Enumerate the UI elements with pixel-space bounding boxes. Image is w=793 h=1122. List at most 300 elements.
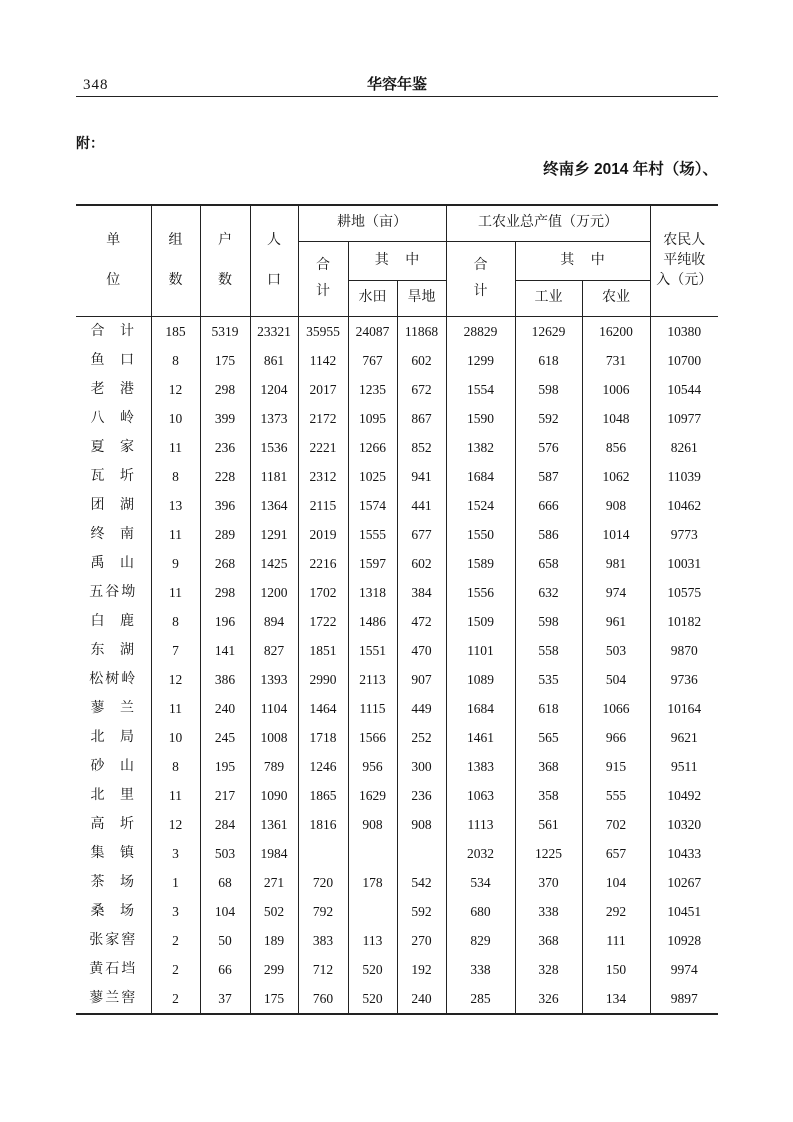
- cell-income: 10928: [650, 926, 718, 955]
- cell-groups: 11: [151, 694, 200, 723]
- cell-dry-land: 592: [397, 897, 446, 926]
- cell-farmland-total: 1722: [298, 607, 348, 636]
- cell-output-total: 1550: [446, 520, 515, 549]
- cell-agriculture: 731: [582, 346, 650, 375]
- cell-paddy: 908: [348, 810, 397, 839]
- cell-groups: 11: [151, 781, 200, 810]
- table-row: [76, 665, 718, 694]
- column-header-farmland-of-which: 其 中: [348, 241, 446, 280]
- cell-agriculture: 503: [582, 636, 650, 665]
- column-header-output: 工农业总产值（万元）: [446, 205, 650, 241]
- cell-unit: 鱼 口: [90, 352, 136, 368]
- column-header-agriculture: 农业: [582, 280, 650, 316]
- cell-agriculture: 1048: [582, 404, 650, 433]
- column-header-output-total-label: 合计: [473, 257, 488, 299]
- cell-agriculture: 915: [582, 752, 650, 781]
- appendix-label: 附：: [76, 135, 104, 151]
- table-row: [76, 404, 718, 433]
- cell-groups: 10: [151, 723, 200, 752]
- cell-dry-land: 472: [397, 607, 446, 636]
- cell-agriculture: 657: [582, 839, 650, 868]
- cell-output-total: 1299: [446, 346, 515, 375]
- column-header-groups-label: 组数: [168, 232, 183, 288]
- cell-groups: 2: [151, 984, 200, 1014]
- cell-population: 1090: [250, 781, 298, 810]
- cell-population: 271: [250, 868, 298, 897]
- cell-agriculture: 961: [582, 607, 650, 636]
- cell-agriculture: 16200: [582, 316, 650, 346]
- cell-industry: 326: [515, 984, 582, 1014]
- cell-agriculture: 1014: [582, 520, 650, 549]
- cell-households: 195: [200, 752, 250, 781]
- cell-output-total: 1461: [446, 723, 515, 752]
- cell-paddy: 1235: [348, 375, 397, 404]
- cell-unit: 集 镇: [90, 845, 136, 861]
- table-row: [76, 781, 718, 810]
- cell-unit: 瓦 圻: [90, 468, 136, 484]
- cell-households: 240: [200, 694, 250, 723]
- cell-dry-land: 441: [397, 491, 446, 520]
- cell-dry-land: 270: [397, 926, 446, 955]
- cell-output-total: 1590: [446, 404, 515, 433]
- cell-paddy: 1555: [348, 520, 397, 549]
- cell-income: 10182: [650, 607, 718, 636]
- cell-industry: 368: [515, 926, 582, 955]
- cell-agriculture: 856: [582, 433, 650, 462]
- cell-groups: 8: [151, 346, 200, 375]
- cell-households: 268: [200, 549, 250, 578]
- cell-unit: 张家窖: [89, 932, 138, 948]
- table-row: [76, 375, 718, 404]
- cell-output-total: 1554: [446, 375, 515, 404]
- cell-households: 228: [200, 462, 250, 491]
- table-row: [76, 491, 718, 520]
- cell-output-total: 1382: [446, 433, 515, 462]
- cell-industry: 338: [515, 897, 582, 926]
- cell-industry: 558: [515, 636, 582, 665]
- table-row: [76, 316, 718, 346]
- table-row: [76, 984, 718, 1014]
- cell-farmland-total: 1246: [298, 752, 348, 781]
- table-body: [76, 316, 718, 1014]
- cell-farmland-total: 1851: [298, 636, 348, 665]
- column-header-population-label: 人口: [266, 232, 281, 288]
- cell-paddy: 1025: [348, 462, 397, 491]
- header-rule: [76, 96, 718, 97]
- cell-income: 10320: [650, 810, 718, 839]
- cell-industry: 370: [515, 868, 582, 897]
- column-header-income: [650, 205, 718, 316]
- cell-output-total: 534: [446, 868, 515, 897]
- cell-income: 10977: [650, 404, 718, 433]
- cell-groups: 3: [151, 839, 200, 868]
- cell-population: 1393: [250, 665, 298, 694]
- cell-agriculture: 292: [582, 897, 650, 926]
- cell-paddy: 1574: [348, 491, 397, 520]
- column-header-farmland-total: [298, 241, 348, 316]
- cell-population: 1984: [250, 839, 298, 868]
- cell-unit: 八 岭: [90, 410, 136, 426]
- cell-population: 189: [250, 926, 298, 955]
- cell-industry: 12629: [515, 316, 582, 346]
- cell-paddy: 1597: [348, 549, 397, 578]
- column-header-households: [200, 205, 250, 316]
- cell-dry-land: [397, 839, 446, 868]
- table-row: [76, 520, 718, 549]
- cell-industry: 618: [515, 346, 582, 375]
- cell-dry-land: 192: [397, 955, 446, 984]
- book-title: 华容年鉴: [366, 76, 427, 93]
- cell-agriculture: 702: [582, 810, 650, 839]
- cell-unit: 蓼兰窖: [89, 990, 138, 1006]
- cell-industry: 598: [515, 375, 582, 404]
- cell-dry-land: 677: [397, 520, 446, 549]
- cell-unit: 茶 场: [90, 874, 136, 890]
- cell-farmland-total: 1816: [298, 810, 348, 839]
- cell-groups: 8: [151, 462, 200, 491]
- column-header-farmland: 耕地（亩）: [298, 205, 446, 241]
- cell-agriculture: 134: [582, 984, 650, 1014]
- cell-paddy: 2113: [348, 665, 397, 694]
- cell-unit: 砂 山: [90, 758, 136, 774]
- cell-output-total: 1383: [446, 752, 515, 781]
- table-row: [76, 839, 718, 868]
- cell-unit: 北 局: [90, 729, 136, 745]
- table-row: [76, 926, 718, 955]
- cell-dry-land: 672: [397, 375, 446, 404]
- cell-population: 789: [250, 752, 298, 781]
- cell-groups: 13: [151, 491, 200, 520]
- table-row: [76, 810, 718, 839]
- cell-industry: 576: [515, 433, 582, 462]
- cell-farmland-total: 2221: [298, 433, 348, 462]
- cell-paddy: 520: [348, 955, 397, 984]
- column-header-output-of-which: 其 中: [515, 241, 650, 280]
- cell-industry: 535: [515, 665, 582, 694]
- cell-output-total: 1684: [446, 694, 515, 723]
- cell-dry-land: 300: [397, 752, 446, 781]
- cell-income: 9897: [650, 984, 718, 1014]
- cell-output-total: 680: [446, 897, 515, 926]
- income-header-line-3: 入（元）: [656, 272, 713, 288]
- cell-income: 9773: [650, 520, 718, 549]
- column-header-dry-land: 旱地: [397, 280, 446, 316]
- cell-paddy: 24087: [348, 316, 397, 346]
- cell-income: 10575: [650, 578, 718, 607]
- cell-households: 217: [200, 781, 250, 810]
- cell-income: 10544: [650, 375, 718, 404]
- cell-unit: 五谷坳: [89, 584, 138, 600]
- cell-output-total: 1509: [446, 607, 515, 636]
- cell-groups: 1: [151, 868, 200, 897]
- cell-households: 386: [200, 665, 250, 694]
- cell-income: 10433: [650, 839, 718, 868]
- cell-population: 1104: [250, 694, 298, 723]
- cell-households: 175: [200, 346, 250, 375]
- cell-output-total: 1113: [446, 810, 515, 839]
- column-header-industry: 工业: [515, 280, 582, 316]
- table-row: [76, 723, 718, 752]
- cell-population: 1425: [250, 549, 298, 578]
- cell-households: 298: [200, 578, 250, 607]
- cell-households: 5319: [200, 316, 250, 346]
- cell-industry: 587: [515, 462, 582, 491]
- cell-income: 9621: [650, 723, 718, 752]
- cell-groups: 8: [151, 752, 200, 781]
- cell-dry-land: 602: [397, 549, 446, 578]
- cell-groups: 12: [151, 375, 200, 404]
- cell-households: 37: [200, 984, 250, 1014]
- cell-industry: 586: [515, 520, 582, 549]
- cell-paddy: 520: [348, 984, 397, 1014]
- cell-dry-land: 240: [397, 984, 446, 1014]
- cell-groups: 12: [151, 810, 200, 839]
- cell-groups: 11: [151, 520, 200, 549]
- cell-unit: 东 湖: [90, 642, 136, 658]
- cell-farmland-total: 2017: [298, 375, 348, 404]
- cell-groups: 11: [151, 578, 200, 607]
- cell-farmland-total: [298, 839, 348, 868]
- cell-industry: 358: [515, 781, 582, 810]
- cell-industry: 618: [515, 694, 582, 723]
- cell-industry: 598: [515, 607, 582, 636]
- cell-households: 245: [200, 723, 250, 752]
- cell-agriculture: 555: [582, 781, 650, 810]
- cell-industry: 592: [515, 404, 582, 433]
- table-title: 终南乡 2014 年村（场）、: [543, 161, 718, 178]
- cell-groups: 2: [151, 926, 200, 955]
- cell-unit: 桑 场: [90, 903, 136, 919]
- cell-farmland-total: 2115: [298, 491, 348, 520]
- cell-unit: 老 港: [90, 381, 136, 397]
- cell-households: 66: [200, 955, 250, 984]
- cell-farmland-total: 2172: [298, 404, 348, 433]
- cell-agriculture: 150: [582, 955, 650, 984]
- cell-households: 68: [200, 868, 250, 897]
- header-row-1: [76, 205, 718, 241]
- cell-paddy: 956: [348, 752, 397, 781]
- table-row: [76, 549, 718, 578]
- cell-agriculture: 111: [582, 926, 650, 955]
- cell-farmland-total: 1718: [298, 723, 348, 752]
- cell-dry-land: 867: [397, 404, 446, 433]
- cell-agriculture: 104: [582, 868, 650, 897]
- cell-farmland-total: 712: [298, 955, 348, 984]
- cell-households: 196: [200, 607, 250, 636]
- cell-groups: 12: [151, 665, 200, 694]
- cell-population: 502: [250, 897, 298, 926]
- cell-paddy: 1551: [348, 636, 397, 665]
- cell-income: 10700: [650, 346, 718, 375]
- cell-industry: 368: [515, 752, 582, 781]
- cell-population: 1291: [250, 520, 298, 549]
- cell-income: 9870: [650, 636, 718, 665]
- cell-groups: 2: [151, 955, 200, 984]
- cell-paddy: 1629: [348, 781, 397, 810]
- cell-industry: 666: [515, 491, 582, 520]
- cell-dry-land: 449: [397, 694, 446, 723]
- cell-farmland-total: 2019: [298, 520, 348, 549]
- cell-dry-land: 11868: [397, 316, 446, 346]
- cell-households: 399: [200, 404, 250, 433]
- cell-industry: 328: [515, 955, 582, 984]
- cell-population: 1373: [250, 404, 298, 433]
- cell-population: 175: [250, 984, 298, 1014]
- cell-paddy: 113: [348, 926, 397, 955]
- cell-agriculture: 504: [582, 665, 650, 694]
- cell-income: 10031: [650, 549, 718, 578]
- cell-population: 1361: [250, 810, 298, 839]
- cell-dry-land: 542: [397, 868, 446, 897]
- cell-population: 1536: [250, 433, 298, 462]
- column-header-households-label: 户数: [217, 232, 232, 288]
- cell-income: 10462: [650, 491, 718, 520]
- cell-income: 10380: [650, 316, 718, 346]
- table-row: [76, 607, 718, 636]
- cell-population: 1181: [250, 462, 298, 491]
- cell-population: 1204: [250, 375, 298, 404]
- cell-paddy: 1115: [348, 694, 397, 723]
- cell-dry-land: 252: [397, 723, 446, 752]
- table-row: [76, 752, 718, 781]
- cell-unit: 北 里: [90, 787, 136, 803]
- cell-households: 284: [200, 810, 250, 839]
- cell-groups: 9: [151, 549, 200, 578]
- cell-households: 141: [200, 636, 250, 665]
- cell-output-total: 1063: [446, 781, 515, 810]
- column-header-unit-label: 单位: [106, 232, 121, 288]
- cell-dry-land: 941: [397, 462, 446, 491]
- cell-unit: 白 鹿: [90, 613, 136, 629]
- table-row: [76, 868, 718, 897]
- cell-population: 1364: [250, 491, 298, 520]
- cell-output-total: 285: [446, 984, 515, 1014]
- cell-population: 23321: [250, 316, 298, 346]
- cell-income: 10164: [650, 694, 718, 723]
- cell-households: 289: [200, 520, 250, 549]
- table-row: [76, 636, 718, 665]
- cell-agriculture: 966: [582, 723, 650, 752]
- cell-households: 503: [200, 839, 250, 868]
- cell-income: 9974: [650, 955, 718, 984]
- cell-agriculture: 974: [582, 578, 650, 607]
- cell-paddy: 1566: [348, 723, 397, 752]
- cell-dry-land: 907: [397, 665, 446, 694]
- cell-income: 9511: [650, 752, 718, 781]
- cell-dry-land: 236: [397, 781, 446, 810]
- cell-industry: 565: [515, 723, 582, 752]
- cell-output-total: 1684: [446, 462, 515, 491]
- column-header-farmland-total-label: 合计: [315, 257, 330, 299]
- cell-dry-land: 908: [397, 810, 446, 839]
- village-statistics-table: [76, 204, 718, 1015]
- cell-groups: 10: [151, 404, 200, 433]
- cell-paddy: 1486: [348, 607, 397, 636]
- cell-population: 1200: [250, 578, 298, 607]
- column-header-paddy: 水田: [348, 280, 397, 316]
- cell-unit: 黄石垱: [89, 961, 138, 977]
- cell-farmland-total: 1464: [298, 694, 348, 723]
- table-header: [76, 205, 718, 316]
- cell-population: 299: [250, 955, 298, 984]
- cell-income: 9736: [650, 665, 718, 694]
- cell-income: 11039: [650, 462, 718, 491]
- cell-farmland-total: 383: [298, 926, 348, 955]
- cell-agriculture: 1062: [582, 462, 650, 491]
- cell-dry-land: 852: [397, 433, 446, 462]
- cell-dry-land: 470: [397, 636, 446, 665]
- cell-industry: 561: [515, 810, 582, 839]
- cell-agriculture: 1066: [582, 694, 650, 723]
- table-row: [76, 955, 718, 984]
- cell-output-total: 338: [446, 955, 515, 984]
- income-header-line-2: 平纯收: [663, 252, 706, 268]
- cell-output-total: 1589: [446, 549, 515, 578]
- cell-income: 10492: [650, 781, 718, 810]
- cell-farmland-total: 720: [298, 868, 348, 897]
- cell-population: 894: [250, 607, 298, 636]
- cell-population: 1008: [250, 723, 298, 752]
- cell-paddy: 1095: [348, 404, 397, 433]
- cell-paddy: 1266: [348, 433, 397, 462]
- cell-households: 50: [200, 926, 250, 955]
- cell-groups: 3: [151, 897, 200, 926]
- cell-households: 104: [200, 897, 250, 926]
- table-row: [76, 694, 718, 723]
- income-header-line-1: 农民人: [663, 232, 706, 248]
- cell-dry-land: 384: [397, 578, 446, 607]
- cell-output-total: 2032: [446, 839, 515, 868]
- cell-agriculture: 908: [582, 491, 650, 520]
- cell-unit: 松树岭: [89, 671, 138, 687]
- cell-agriculture: 1006: [582, 375, 650, 404]
- cell-output-total: 1101: [446, 636, 515, 665]
- cell-households: 396: [200, 491, 250, 520]
- cell-groups: 11: [151, 433, 200, 462]
- cell-farmland-total: 2216: [298, 549, 348, 578]
- cell-unit: 夏 家: [90, 439, 136, 455]
- cell-unit: 蓼 兰: [90, 700, 136, 716]
- cell-farmland-total: 1865: [298, 781, 348, 810]
- cell-groups: 185: [151, 316, 200, 346]
- cell-unit: 高 圻: [90, 816, 136, 832]
- cell-unit: 禹 山: [90, 555, 136, 571]
- cell-groups: 8: [151, 607, 200, 636]
- cell-industry: 1225: [515, 839, 582, 868]
- column-header-groups: [151, 205, 200, 316]
- column-header-population: [250, 205, 298, 316]
- cell-industry: 632: [515, 578, 582, 607]
- cell-output-total: 1524: [446, 491, 515, 520]
- cell-households: 236: [200, 433, 250, 462]
- cell-population: 861: [250, 346, 298, 375]
- cell-unit: 团 湖: [90, 497, 136, 513]
- cell-income: 10451: [650, 897, 718, 926]
- table-row: [76, 897, 718, 926]
- column-header-output-total: [446, 241, 515, 316]
- cell-unit: 合 计: [90, 323, 136, 339]
- cell-output-total: 829: [446, 926, 515, 955]
- table-row: [76, 578, 718, 607]
- cell-agriculture: 981: [582, 549, 650, 578]
- cell-paddy: [348, 839, 397, 868]
- cell-farmland-total: 792: [298, 897, 348, 926]
- cell-farmland-total: 760: [298, 984, 348, 1014]
- cell-paddy: [348, 897, 397, 926]
- cell-income: 8261: [650, 433, 718, 462]
- cell-industry: 658: [515, 549, 582, 578]
- cell-groups: 7: [151, 636, 200, 665]
